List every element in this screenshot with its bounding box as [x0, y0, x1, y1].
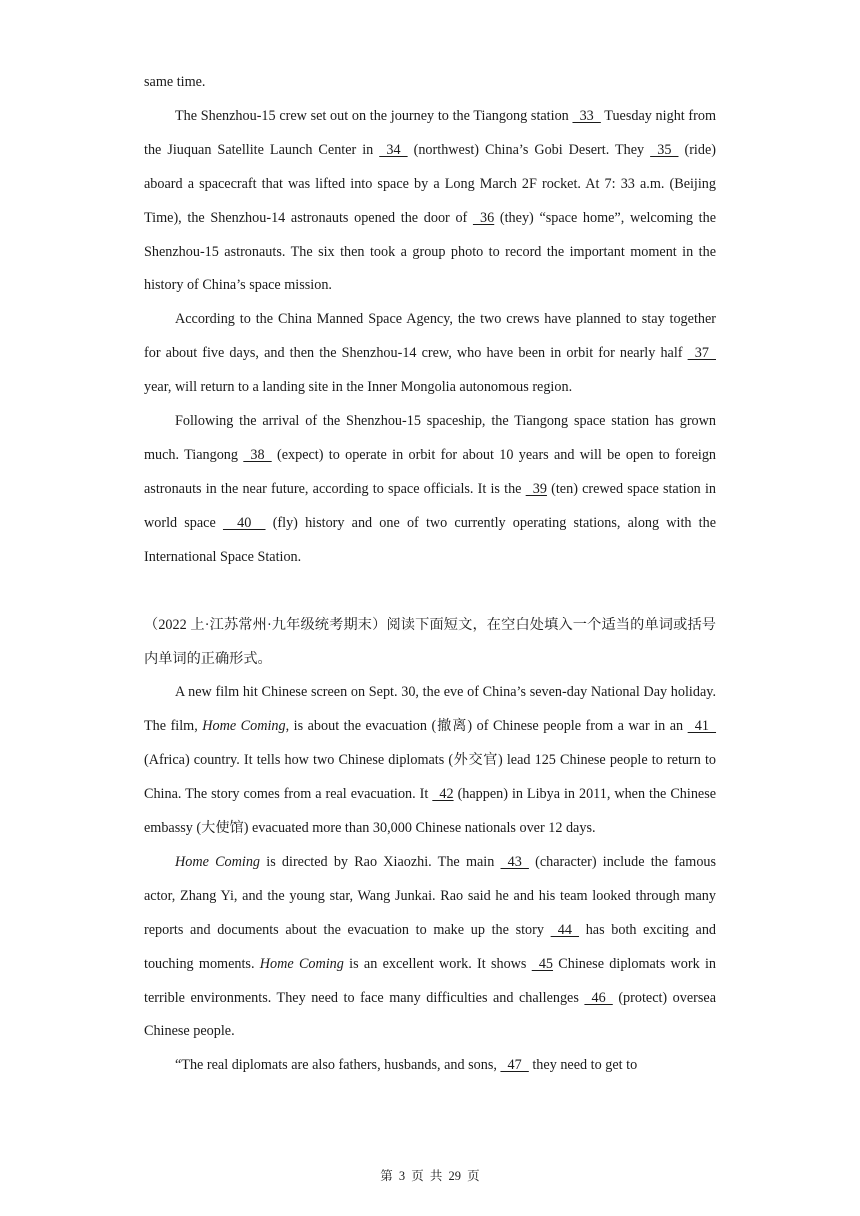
blank-34: 34 [379, 141, 408, 158]
text-segment: (happen) in Libya in 2011, when the Chinese embassy (大使馆) evacuated more than 30,000 Chinese nationals over 12 days. [144, 786, 717, 837]
paragraph-home-coming-intro [144, 676, 716, 846]
blank-36: 36 [472, 209, 495, 226]
film-title: Home Coming [175, 853, 261, 870]
blank-33: 33 [572, 107, 601, 124]
film-title: Home Coming [259, 955, 344, 972]
paragraph-home-coming-director [144, 846, 716, 1049]
text-segment: (ten) crewed space station in world space [144, 480, 716, 531]
document-body [144, 66, 716, 1083]
blank-46: 46 [584, 989, 613, 1006]
text-segment: (protect) oversea Chinese people. [144, 989, 717, 1040]
paragraph-diplomats-quote [144, 1049, 716, 1083]
text-segment: The Shenzhou-15 crew set out on the journey to the Tiangong station [175, 107, 569, 124]
blank-35: 35 [650, 141, 679, 158]
section-gap [144, 575, 716, 609]
film-title: Home Coming [202, 718, 286, 735]
text-segment: they need to get to [532, 1057, 638, 1074]
paragraph-tiangong [144, 405, 716, 575]
text-segment: (expect) to operate in orbit for about 10 years and will be open to foreign astronauts in the near future, according to space officials. It is the [144, 446, 717, 497]
blank-38: 38 [243, 446, 272, 463]
blank-45: 45 [531, 955, 554, 972]
text-segment: , is about the evacuation (撤离) of Chinese people from a war in an [285, 718, 684, 735]
blank-41: 41 [687, 718, 717, 735]
blank-37: 37 [687, 345, 716, 362]
paragraph-continuation [144, 66, 716, 100]
paragraph-shenzhou-crew [144, 100, 716, 303]
paragraph-space-agency [144, 303, 716, 405]
text-segment: (northwest) China’s Gobi Desert. They [413, 141, 645, 158]
text-segment: (fly) history and one of two currently operating stations, along with the International Space Station. [144, 514, 717, 565]
text-segment: A new film hit Chinese screen on Sept. 30, the eve of China’s seven-day National Day holiday. The film, [144, 684, 716, 735]
text-segment: Following the arrival of the Shenzhou-15 spaceship, the Tiangong space station has grown much. Tiangong [144, 413, 716, 463]
text-segment: Chinese diplomats work in terrible environments. They need to face many difficulties and challenges [144, 955, 716, 1006]
text-segment: year, will return to a landing site in the Inner Mongolia autonomous region. [144, 379, 573, 396]
blank-43: 43 [500, 853, 529, 870]
blank-42: 42 [432, 786, 454, 803]
page-number: 第 3 页 共 29 页 [380, 1169, 480, 1183]
text-segment: (Africa) country. It tells how two Chinese diplomats (外交官) lead 125 Chinese people to return to China. The story comes from a real evacuation. It [144, 752, 716, 803]
text-segment: “The real diplomats are also fathers, husbands, and sons, [175, 1057, 497, 1074]
blank-39: 39 [525, 480, 547, 497]
text-segment: Tuesday night from the Jiuquan Satellite Launch Center in [144, 107, 717, 158]
text-segment: same time. [144, 74, 206, 90]
text-segment: is directed by Rao Xiaozhi. The main [266, 853, 495, 870]
exercise-instructions [144, 609, 716, 677]
instructions-text: （2022 上·江苏常州·九年级统考期末）阅读下面短文，在空白处填入一个适当的单词或括号内单词的正确形式。 [144, 616, 716, 667]
blank-44: 44 [550, 921, 580, 938]
text-segment: (ride) aboard a spacecraft that was lifted into space by a Long March 2F rocket. At 7: 33 a.m. (Beijing Time), the Shenzhou-14 astronauts opened the door of [144, 141, 716, 226]
blank-40: 40 [222, 514, 266, 531]
text-segment: According to the China Manned Space Agency, the two crews have planned to stay together for about five days, and then the Shenzhou-14 crew, who have been in orbit for nearly half [144, 311, 716, 362]
page-footer [0, 1166, 860, 1184]
text-segment: (they) “space home”, welcoming the Shenzhou-15 astronauts. The six then took a group photo to record the important moment in the history of China’s space mission. [144, 209, 716, 294]
text-segment: (character) include the famous actor, Zhang Yi, and the young star, Wang Junkai. Rao said he and his team looked through many reports and documents about the evacuation to make up the story [144, 853, 717, 938]
text-segment: has both exciting and touching moments. [144, 921, 717, 972]
blank-47: 47 [500, 1057, 529, 1074]
text-segment: is an excellent work. It shows [349, 955, 527, 972]
